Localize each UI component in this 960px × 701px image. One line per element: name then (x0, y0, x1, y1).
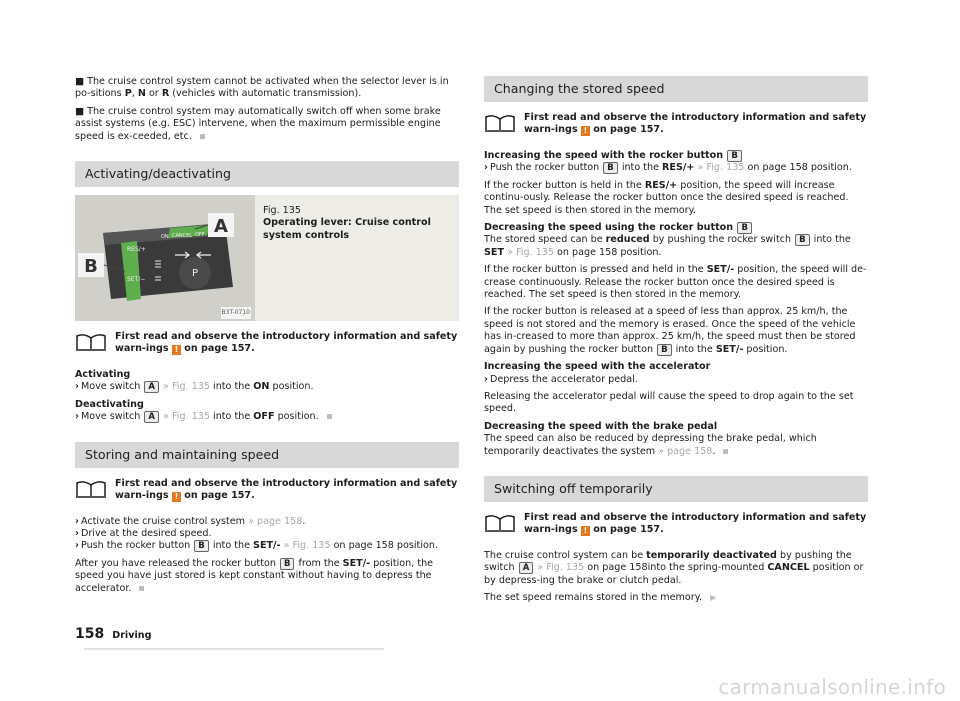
end-of-section-mark (723, 449, 728, 454)
left-column (75, 76, 459, 600)
figure-label-b: B (84, 256, 98, 278)
storing-step-3: › Push the rocker button B into the SET/- » Fig. 135 on page 158 position. (75, 540, 438, 552)
key-b-badge: B (795, 234, 809, 246)
lever-text-set: SET/− (127, 276, 146, 284)
step-arrow-icon: › (75, 515, 79, 527)
lever-text-off: OFF (195, 232, 205, 239)
step-arrow-icon: › (75, 411, 79, 423)
figure-title: Operating lever: Cruise control system controls (263, 217, 431, 241)
warning-note-changing: First read and observe the introductory information and safety warn-ings ! on page 157. (484, 112, 868, 138)
section-heading-activating: Activating/deactivating (75, 161, 459, 187)
book-icon (484, 513, 516, 533)
storing-step-2: › Drive at the desired speed. (75, 528, 212, 540)
warning-icon: ! (581, 126, 590, 136)
fig-link[interactable]: » Fig. 135 (160, 381, 210, 393)
inc-rocker-step: › Push the rocker button B into the RES/+ » Fig. 135 on page 158 position. (484, 162, 852, 174)
page-footer (75, 628, 151, 642)
brake-label: Decreasing the speed with the brake pedal (484, 420, 718, 432)
svg-text:P: P (191, 268, 199, 280)
page-link[interactable]: » page 158 (248, 515, 303, 527)
fig-link[interactable]: » Fig. 135 (280, 540, 331, 552)
storing-paragraph: After you have released the rocker button B from the SET/- position, the speed you have just stored is kept constant without having to depress the accelerator. (75, 557, 434, 594)
warning-note-activating: First read and observe the introductory information and safety warn-ings ! on page 157. (75, 331, 459, 357)
figure-label-a: A (214, 216, 228, 238)
accelerator-step: › Depress the accelerator pedal. (484, 373, 638, 385)
accelerator-label: Increasing the speed with the accelerator (484, 361, 711, 373)
section-heading-changing: Changing the stored speed (484, 76, 868, 102)
key-a-badge: A (144, 381, 159, 393)
warning-note-storing: First read and observe the introductory information and safety warn-ings ! on page 157. (75, 478, 459, 504)
watermark: carmanualsonline.info (718, 674, 946, 699)
deactivating-label: Deactivating (75, 398, 144, 410)
fig-link[interactable]: » Fig. 135 (160, 411, 210, 423)
switching-paragraph-2: The set speed remains stored in the memory. ▶ (484, 592, 717, 604)
changing-paragraph-3: If the rocker button is pressed and held in the SET/- position, the speed will de-crease continuously. Release the rocker button once the desired speed is reached. The set speed is then stored in the memory. (484, 264, 867, 301)
figure-number: Fig. 135 (263, 205, 301, 217)
step-arrow-icon: › (75, 528, 79, 540)
activating-label: Activating (75, 369, 131, 381)
key-b-badge: B (657, 344, 671, 356)
end-of-section-mark (200, 134, 205, 139)
step-arrow-icon: › (75, 540, 79, 552)
key-a-badge: A (519, 562, 534, 574)
lever-text-on: ON (161, 234, 169, 241)
footer-divider (84, 648, 384, 650)
key-b-badge: B (727, 150, 741, 162)
changing-paragraph-6: The speed can also be reduced by depressing the brake pedal, which temporarily deactivates the system » page 158. (484, 433, 817, 457)
step-arrow-icon: › (75, 381, 79, 393)
dec-rocker-label: Decreasing the speed using the rocker button B (484, 222, 868, 234)
continue-arrow-icon: ▶ (710, 593, 717, 603)
warning-icon: ! (172, 492, 181, 502)
lever-text-res: RES/+ (127, 246, 146, 254)
key-a-badge: A (144, 411, 159, 423)
changing-paragraph-1: If the rocker button is held in the RES/+ position, the speed will increase continu-ously. Release the rocker button once the desired speed is reached. The set speed is then stored in the memory. (484, 179, 849, 216)
figure-135 (75, 195, 459, 321)
book-icon (484, 113, 516, 133)
storing-step-1: › Activate the cruise control system » page 158. (75, 515, 306, 527)
figure-caption (255, 195, 459, 321)
fig-link[interactable]: » Fig. 135 (694, 162, 745, 174)
key-b-badge: B (194, 540, 208, 552)
intro-note-1: ■ The cruise control system cannot be activated when the selector lever is in po-sitions P, N or R (vehicles with automatic transmission). (75, 76, 449, 100)
activating-step: › Move switch A » Fig. 135 into the ON position. (75, 381, 314, 393)
warning-icon: ! (581, 526, 590, 536)
section-heading-storing: Storing and maintaining speed (75, 442, 459, 468)
right-column (484, 76, 868, 610)
key-b-badge: B (280, 558, 294, 570)
step-arrow-icon: › (484, 162, 488, 174)
end-of-section-mark (139, 586, 144, 591)
changing-paragraph-5: Releasing the accelerator pedal will cause the speed to drop again to the set speed. (484, 390, 854, 415)
key-b-badge: B (603, 162, 617, 174)
footer-section-name: Driving (112, 630, 152, 641)
changing-paragraph-4: If the rocker button is released at a speed of less than approx. 25 km/h, the speed is not stored and the memory is erased. Once the speed of the vehicle has in-creased to more than approx. 25 km/h, the speed must then be stored again by pushing the rocker button B into the SET/- position. (484, 306, 856, 355)
key-b-badge: B (737, 222, 751, 234)
step-arrow-icon: › (484, 373, 488, 385)
end-of-section-mark (327, 414, 332, 419)
deactivating-step: › Move switch A » Fig. 135 into the OFF position. (75, 411, 459, 423)
warning-icon: ! (172, 345, 181, 355)
page-number: 158 (75, 626, 105, 642)
book-icon (75, 332, 107, 352)
fig-link[interactable]: » Fig. 135 (534, 562, 585, 574)
lever-illustration (75, 195, 255, 321)
switching-paragraph-1: The cruise control system can be temporarily deactivated by pushing the switch A » Fig. 135 on page 158into the spring-mounted CANCEL position or by depress-ing the brake or clutch pedal. (484, 549, 864, 586)
intro-note-2: ■ The cruise control system may automatically switch off when some brake assist systems (e.g. ESC) intervene, when the maximum permissible engine speed is ex-ceeded, etc. (75, 105, 441, 142)
section-heading-switching: Switching off temporarily (484, 476, 868, 502)
inc-rocker-label: Increasing the speed with the rocker button B (484, 150, 868, 162)
lever-text-cancel: CANCEL (172, 233, 193, 240)
page-link[interactable]: » page 158 (658, 445, 713, 457)
book-icon (75, 479, 107, 499)
cruise-lever-svg (75, 195, 255, 321)
changing-paragraph-2: The stored speed can be reduced by pushing the rocker switch B into the SET » Fig. 135 on page 158 position. (484, 234, 851, 258)
figure-code: B3T-0710 (221, 307, 251, 319)
fig-link[interactable]: » Fig. 135 (504, 246, 554, 258)
warning-note-switching: First read and observe the introductory information and safety warn-ings ! on page 157. (484, 512, 868, 538)
